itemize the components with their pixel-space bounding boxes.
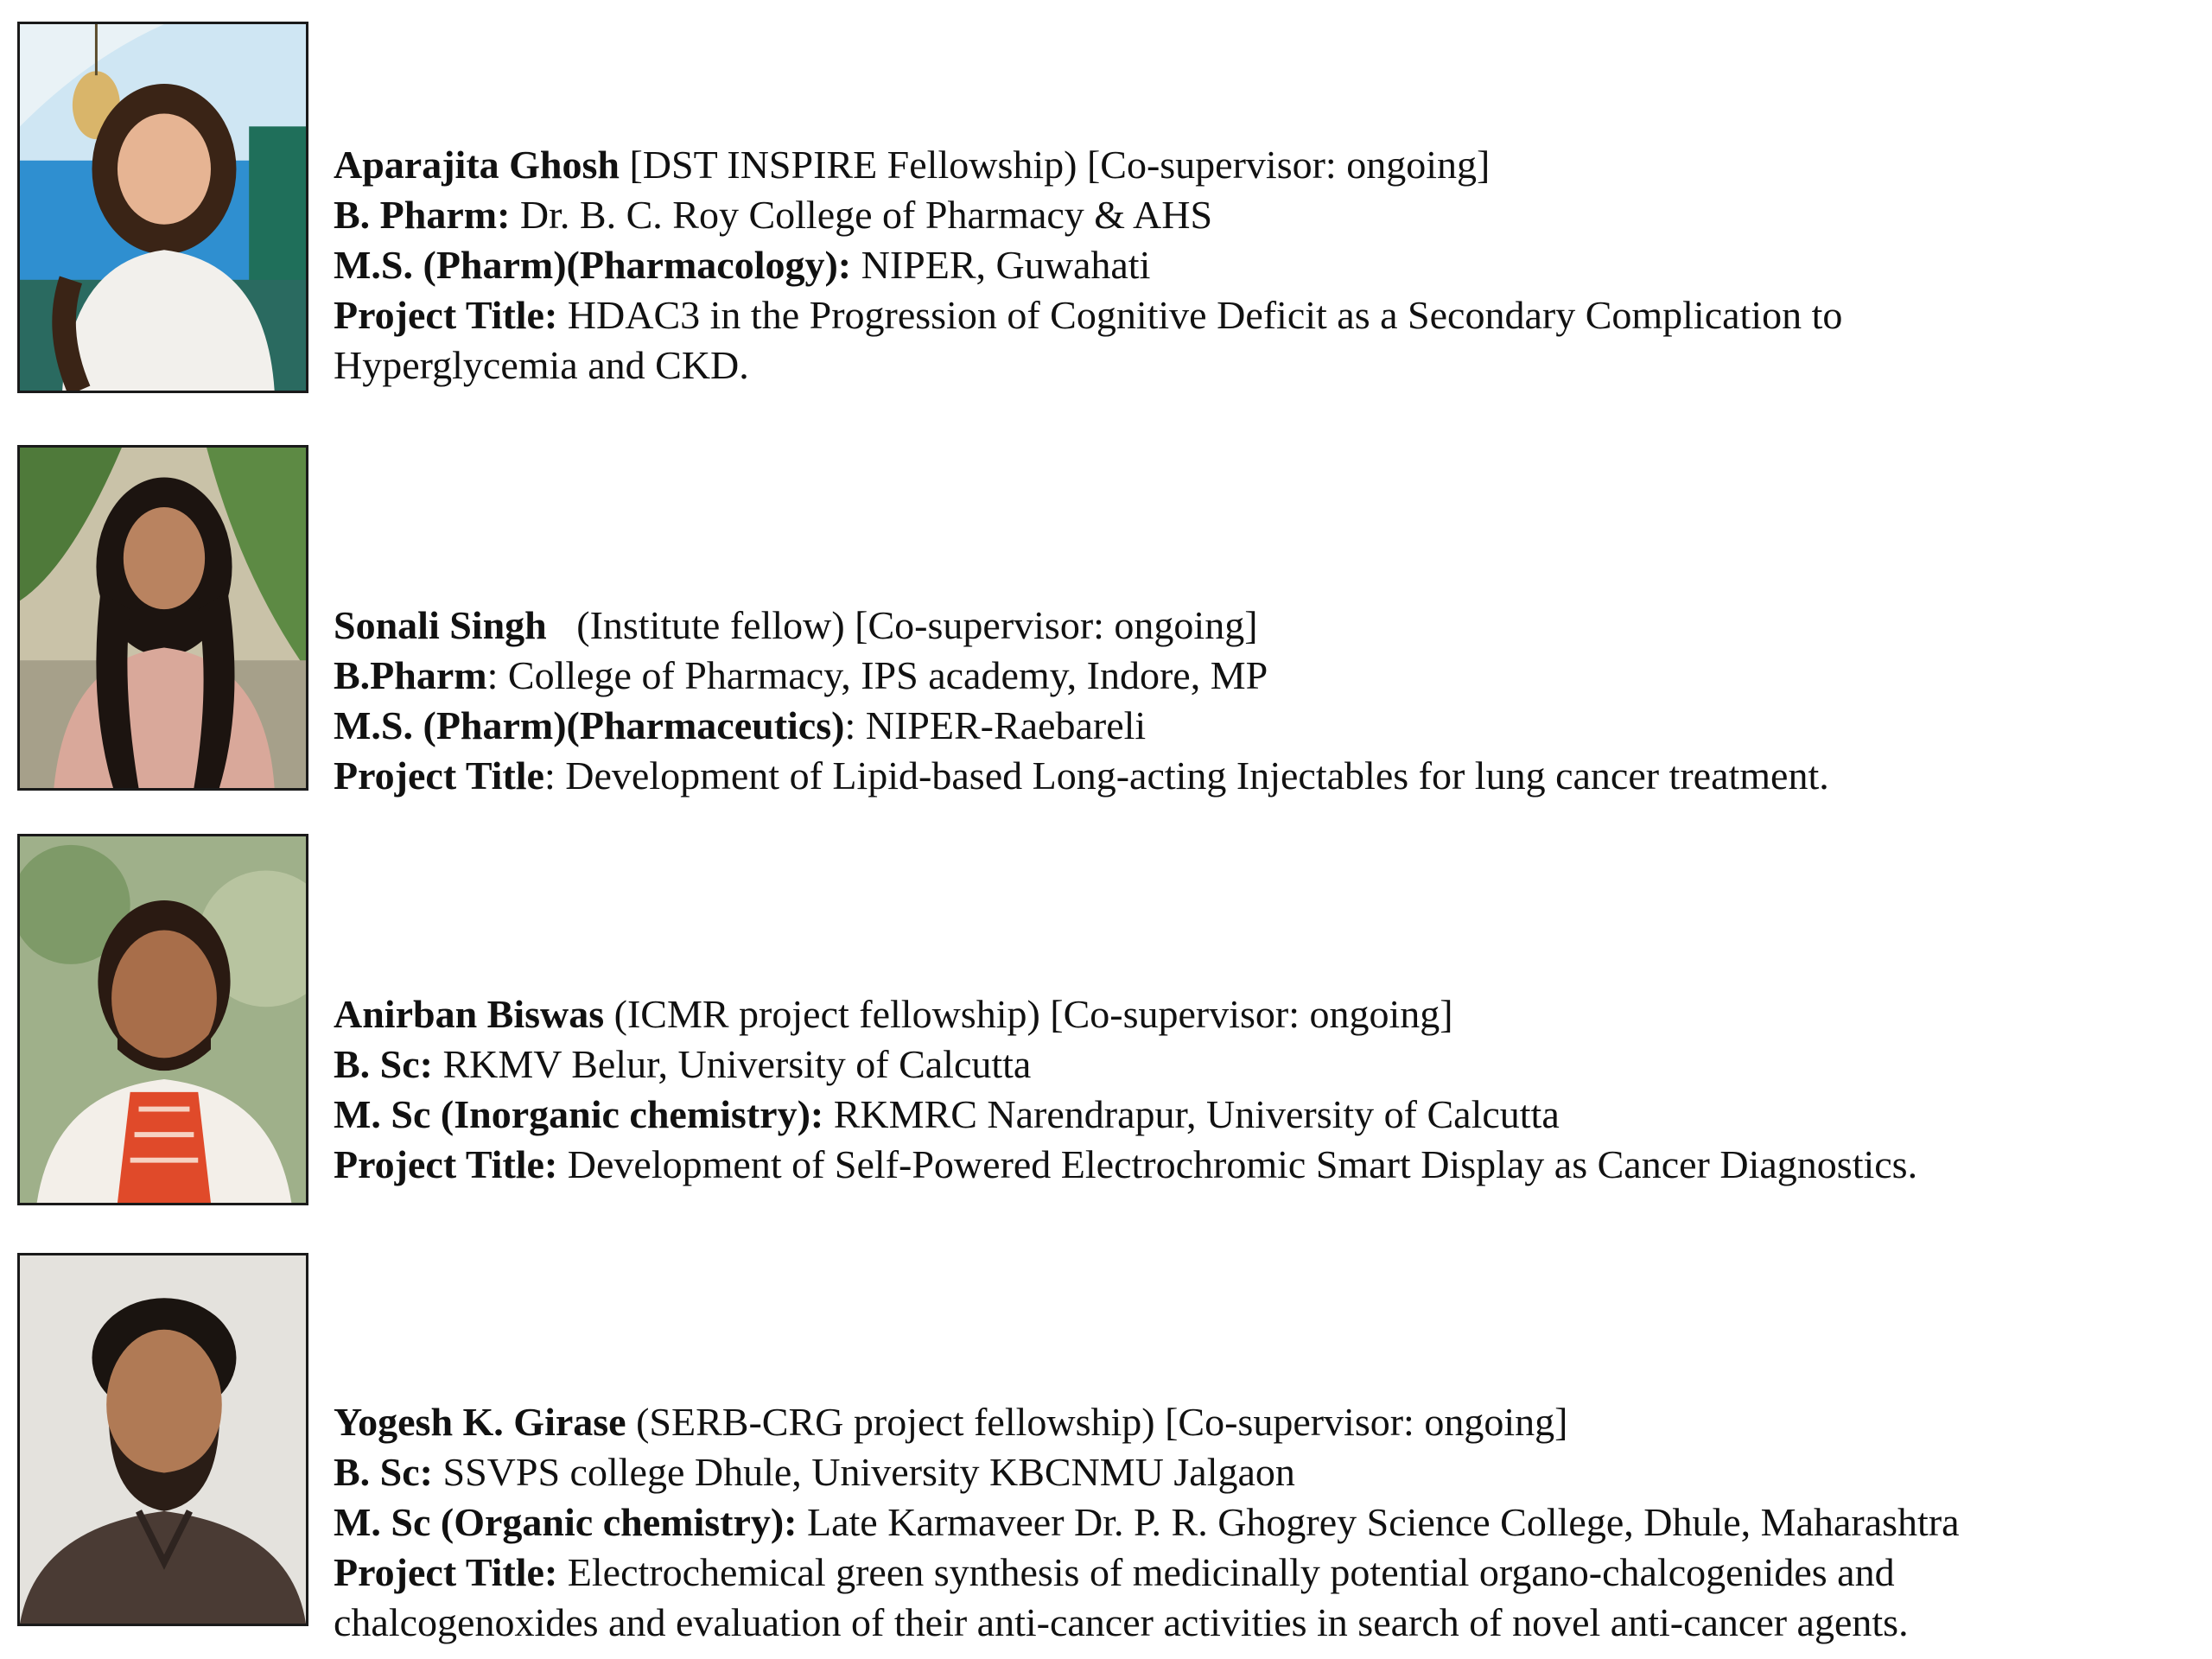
member-ug-line [334,651,2191,701]
member-header-line [334,601,2191,651]
member-ug-line [334,1447,2191,1497]
member-ug-label: B. Sc: [334,1042,433,1086]
member-ug-value: : College of Pharmacy, IPS academy, Indore, MP [486,653,1268,697]
member-pg-label: M. Sc (Inorganic chemistry): [334,1092,824,1136]
member-role: [DST INSPIRE Fellowship) [Co-supervisor: ongoing] [619,143,1491,187]
member-pg-line [334,240,2191,290]
member-project-label: Project Title: [334,1142,558,1186]
member-info [334,601,2191,801]
member-project-line [334,290,2062,391]
member-project-value: Development of Self-Powered Electrochromic Smart Display as Cancer Diagnostics. [557,1142,1918,1186]
member-project-value: HDAC3 in the Progression of Cognitive Deficit as a Secondary Complication to Hyperglycemia and CKD. [334,293,1843,387]
member-name: Aparajita Ghosh [334,143,620,187]
member-project-label: Project Title: [334,1550,558,1594]
member-photo [17,445,308,791]
member-project-value: Electrochemical green synthesis of medicinally potential organo-chalcogenides and chalcogenoxides and evaluation of their anti-cancer activities in search of novel anti-cancer agents. [334,1550,1909,1644]
member-info [334,140,2191,391]
member-photo [17,1253,308,1626]
member-name: Anirban Biswas [334,992,605,1036]
member-ug-value: RKMV Belur, University of Calcutta [433,1042,1032,1086]
member-ug-label: B. Pharm: [334,193,511,237]
member-ug-value: Dr. B. C. Roy College of Pharmacy & AHS [510,193,1213,237]
member-header-line [334,989,2191,1039]
member-ug-label: B. Sc: [334,1450,433,1494]
member-photo [17,834,308,1205]
member-pg-value: Late Karmaveer Dr. P. R. Ghogrey Science College, Dhule, Maharashtra [797,1500,1960,1544]
member-project-line [334,1140,2191,1190]
member-ug-line [334,1039,2191,1090]
member-project-line [334,1548,2062,1648]
member-ug-line [334,190,2191,240]
member-ug-label: B.Pharm [334,653,487,697]
member-role: (Institute fellow) [Co-supervisor: ongoing] [546,603,1258,647]
member-pg-value: RKMRC Narendrapur, University of Calcutta [823,1092,1560,1136]
member-info [334,1397,2191,1648]
member-name: Sonali Singh [334,603,547,647]
member-pg-label: M.S. (Pharm)(Pharmacology): [334,243,852,287]
member-pg-line [334,1090,2191,1140]
member-photo [17,22,308,393]
member-info [334,989,2191,1190]
member-pg-line [334,1497,2191,1548]
member-pg-label: M. Sc (Organic chemistry): [334,1500,798,1544]
member-header-line [334,1397,2191,1447]
member-pg-value: : NIPER-Raebareli [844,703,1147,747]
member-role: (ICMR project fellowship) [Co-supervisor: ongoing] [604,992,1453,1036]
member-ug-value: SSVPS college Dhule, University KBCNMU Jalgaon [433,1450,1295,1494]
member-header-line [334,140,2191,190]
member-pg-line [334,701,2191,751]
member-project-label: Project Title [334,753,544,798]
member-pg-label: M.S. (Pharm)(Pharmaceutics) [334,703,845,747]
member-project-value: : Development of Lipid-based Long-acting Injectables for lung cancer treatment. [543,753,1829,798]
member-project-label: Project Title: [334,293,558,337]
member-role: (SERB-CRG project fellowship) [Co-supervisor: ongoing] [626,1400,1568,1444]
member-project-line [334,751,2191,801]
member-pg-value: NIPER, Guwahati [851,243,1151,287]
member-name: Yogesh K. Girase [334,1400,626,1444]
